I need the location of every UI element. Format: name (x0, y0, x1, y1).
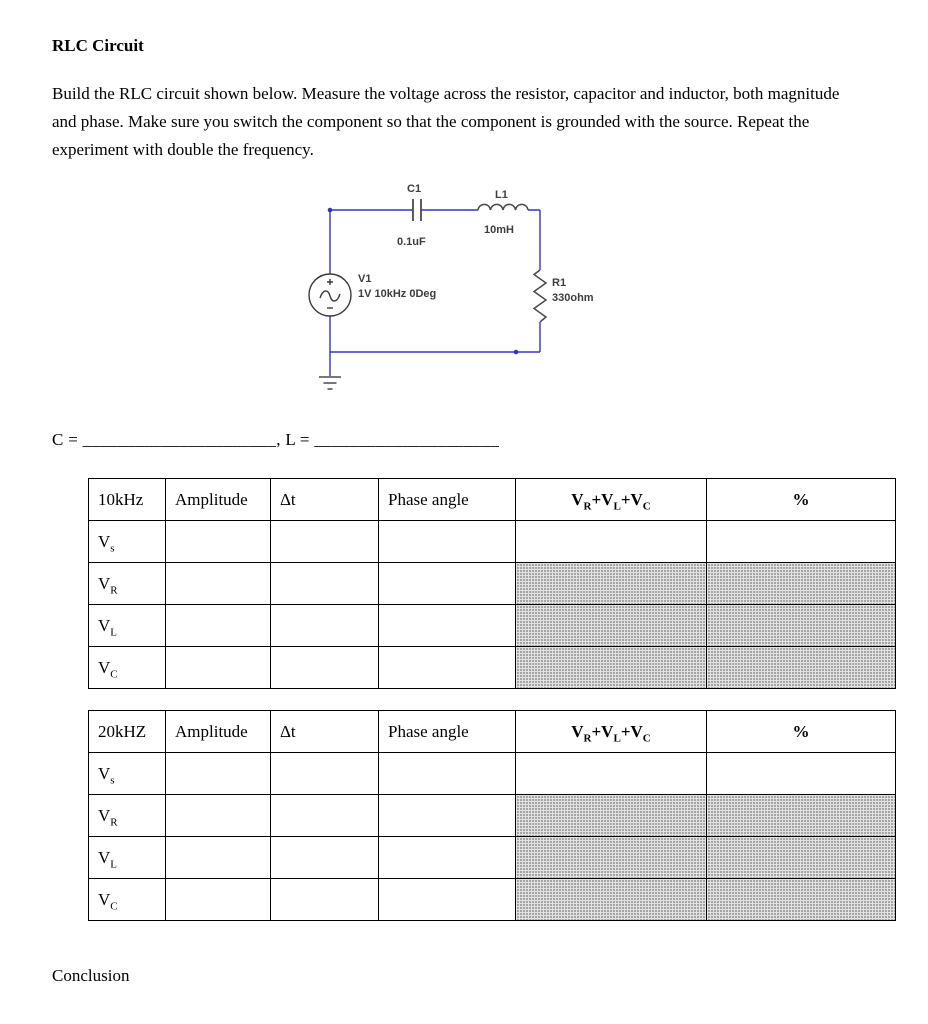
ac-source-icon (309, 274, 351, 316)
resistor-value-label: 330ohm (552, 292, 594, 304)
row-label: $V_C$ (89, 647, 166, 689)
delta-t-cell (271, 563, 379, 605)
sum-header: $V_R+V_L+V_C$ (516, 711, 707, 753)
delta-t-cell (271, 753, 379, 795)
row-label: $V_R$ (89, 795, 166, 837)
delta-t-cell (271, 837, 379, 879)
amplitude-cell (166, 879, 271, 921)
phase-angle-cell (379, 647, 516, 689)
table-row-vl (89, 837, 896, 879)
capacitor-icon (413, 199, 421, 221)
percent-cell-shaded (707, 879, 896, 921)
table-row-vs (89, 753, 896, 795)
inductor-value-label: 10mH (484, 224, 514, 236)
amplitude-header: Amplitude (166, 479, 271, 521)
table-row-vc (89, 647, 896, 689)
percent-header: % (707, 479, 896, 521)
amplitude-cell (166, 837, 271, 879)
sum-cell-shaded (516, 879, 707, 921)
source-name-label: V1 (358, 273, 372, 285)
amplitude-header: Amplitude (166, 711, 271, 753)
sum-cell-shaded (516, 563, 707, 605)
delta-t-cell (271, 605, 379, 647)
amplitude-cell (166, 795, 271, 837)
phase-angle-cell (379, 795, 516, 837)
percent-cell-shaded (707, 563, 896, 605)
phase-angle-cell (379, 605, 516, 647)
percent-header: % (707, 711, 896, 753)
inductor-name-label: L1 (495, 189, 508, 201)
phase-angle-cell (379, 879, 516, 921)
delta-t-cell (271, 521, 379, 563)
row-label: $V_s$ (89, 753, 166, 795)
phase-angle-cell (379, 753, 516, 795)
amplitude-cell (166, 647, 271, 689)
table-row-vc (89, 879, 896, 921)
resistor-name-label: R1 (552, 277, 567, 289)
row-label: $V_L$ (89, 605, 166, 647)
junction-dot (514, 350, 519, 355)
phase-angle-header: Phase angle (379, 479, 516, 521)
percent-cell (707, 521, 896, 563)
delta-t-header: Δt (271, 711, 379, 753)
freq-header: 20kHZ (89, 711, 166, 753)
capacitor-value-label: 0.1uF (397, 236, 426, 248)
phase-angle-cell (379, 563, 516, 605)
row-label: $V_R$ (89, 563, 166, 605)
freq-header: 10kHz (89, 479, 166, 521)
conclusion-label: Conclusion (52, 966, 130, 985)
circuit-svg (280, 172, 620, 412)
phase-angle-header: Phase angle (379, 711, 516, 753)
intro-paragraph: Build the RLC circuit shown below. Measure the voltage across the resistor, capacitor and inductor, both magnitude and phase. Make sure you switch the component so that the component is grounded with the source. Repeat the experiment with double the frequency. (52, 84, 840, 159)
sum-cell-shaded (516, 605, 707, 647)
ground-icon (319, 377, 341, 389)
amplitude-cell (166, 605, 271, 647)
phase-angle-cell (379, 521, 516, 563)
percent-cell-shaded (707, 795, 896, 837)
sum-header: $V_R+V_L+V_C$ (516, 479, 707, 521)
header-row (89, 711, 896, 753)
amplitude-cell (166, 521, 271, 563)
table-row-vr (89, 563, 896, 605)
delta-t-cell (271, 647, 379, 689)
junction-dot (328, 208, 333, 213)
capacitor-name-label: C1 (407, 183, 422, 195)
percent-cell-shaded (707, 605, 896, 647)
page-title: RLC Circuit (52, 36, 144, 55)
inductor-icon (478, 204, 528, 210)
delta-t-cell (271, 879, 379, 921)
percent-cell-shaded (707, 837, 896, 879)
cl-fill-in-line: C = ______________________, L = _____________________ (52, 430, 500, 449)
delta-t-cell (271, 795, 379, 837)
sum-cell-shaded (516, 647, 707, 689)
sum-cell-shaded (516, 795, 707, 837)
row-label: $V_s$ (89, 521, 166, 563)
phase-angle-cell (379, 837, 516, 879)
row-label: $V_L$ (89, 837, 166, 879)
measurement-table-10khz (88, 478, 896, 689)
row-label: $V_C$ (89, 879, 166, 921)
measurement-table-20khz (88, 710, 896, 921)
amplitude-cell (166, 753, 271, 795)
circuit-diagram (280, 172, 620, 412)
sum-cell (516, 753, 707, 795)
amplitude-cell (166, 563, 271, 605)
source-value-label: 1V 10kHz 0Deg (358, 288, 437, 300)
sum-cell (516, 521, 707, 563)
sum-cell-shaded (516, 837, 707, 879)
table-row-vl (89, 605, 896, 647)
table-row-vr (89, 795, 896, 837)
percent-cell (707, 753, 896, 795)
table-row-vs (89, 521, 896, 563)
header-row (89, 479, 896, 521)
percent-cell-shaded (707, 647, 896, 689)
resistor-icon (534, 270, 546, 322)
delta-t-header: Δt (271, 479, 379, 521)
